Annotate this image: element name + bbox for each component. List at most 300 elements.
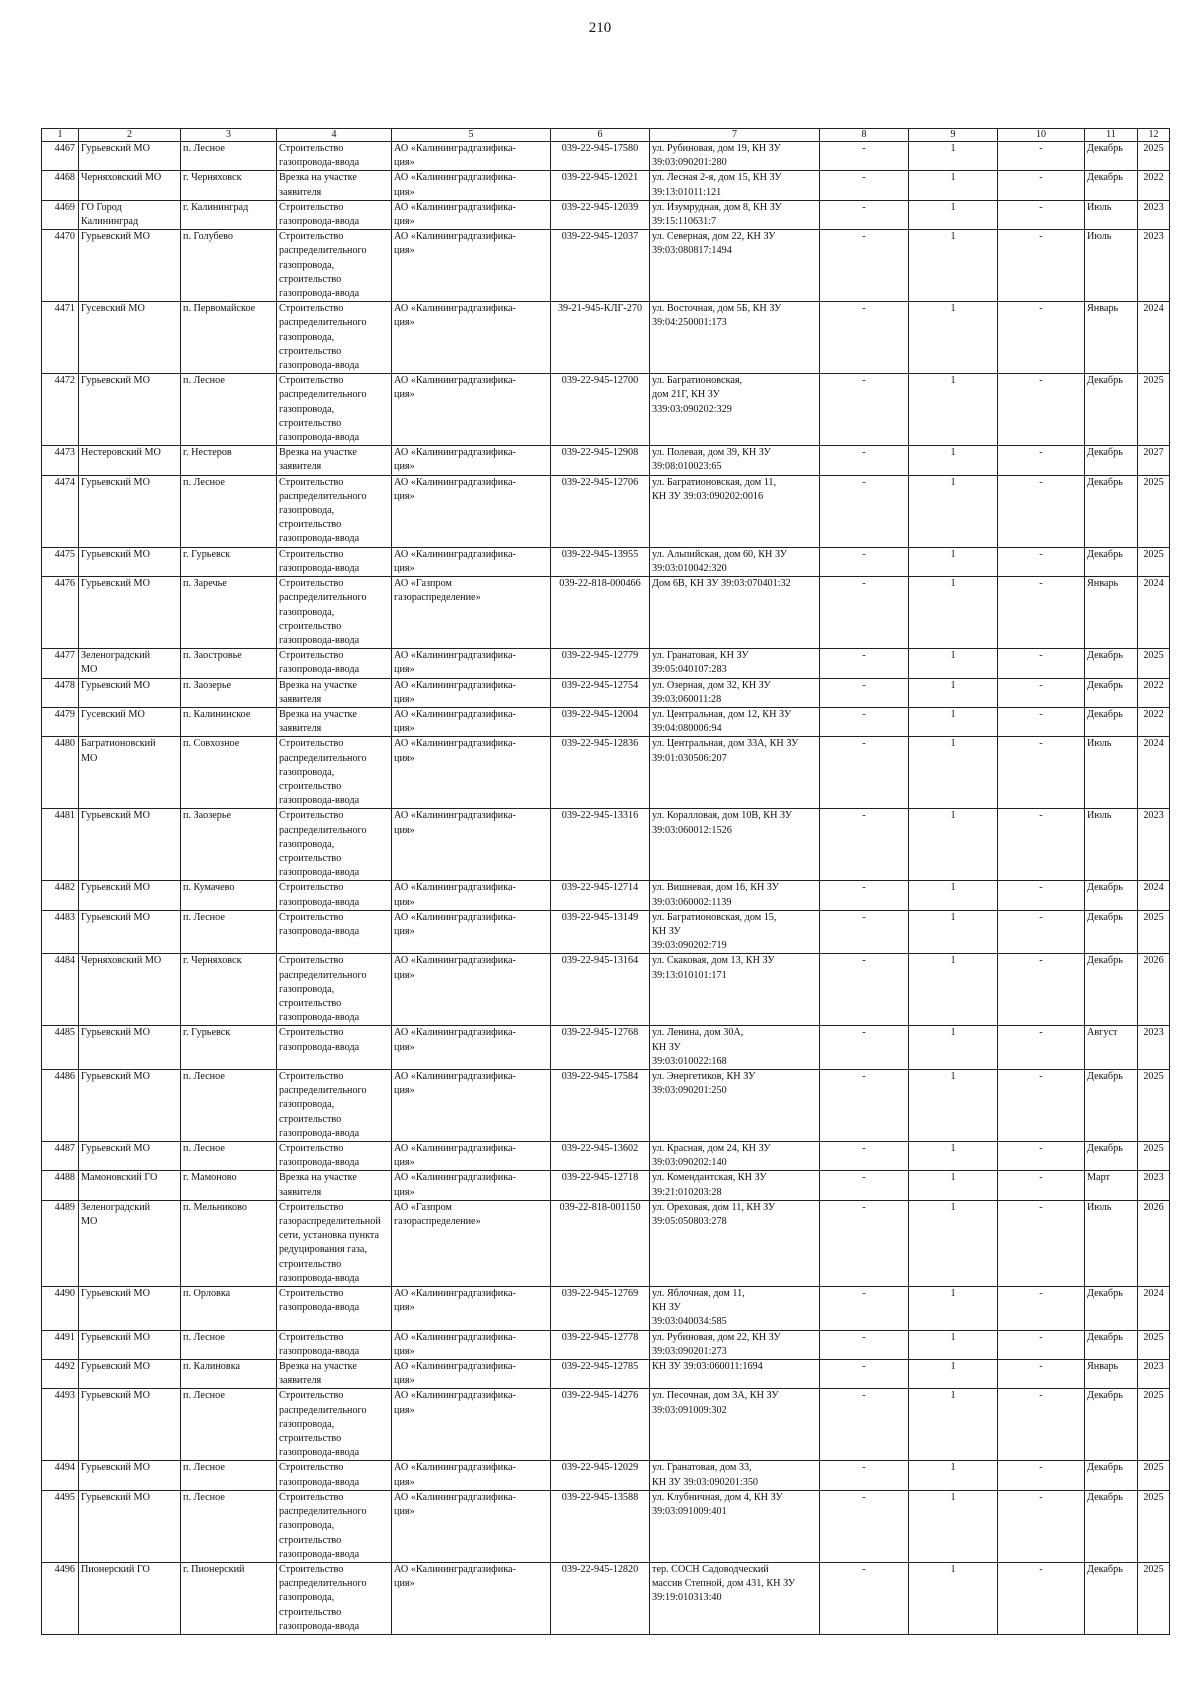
settlement-cell: [181, 1461, 277, 1490]
month-cell: [1085, 1070, 1138, 1142]
organization-cell-text: АО «Калининградгазифика- ция»: [394, 1390, 516, 1416]
organization-cell-text: АО «Калининградгазифика- ция»: [394, 1361, 516, 1387]
municipality-cell-text: Зеленоградский МО: [81, 650, 151, 676]
address-cell: [650, 1200, 820, 1286]
column-8-cell: [820, 547, 909, 576]
address-cell: [650, 1142, 820, 1171]
municipality-cell: [79, 475, 181, 547]
column-9-cell: [909, 577, 998, 649]
address-cell-text: ул. Альпийская, дом 60, КН ЗУ 39:03:010042:320: [652, 548, 788, 574]
municipality-cell: [79, 1070, 181, 1142]
year-cell-text: 2025: [1143, 1331, 1164, 1343]
column-9-cell: [909, 142, 998, 171]
row-number-cell-text: 4495: [54, 1491, 75, 1503]
month-cell-text: Декабрь: [1087, 1462, 1123, 1474]
municipality-cell: [79, 1461, 181, 1490]
municipality-cell-text: Нестеровский МО: [81, 447, 161, 459]
settlement-cell-text: г. Гурьевск: [183, 548, 231, 560]
gasification-table: [41, 128, 1170, 1635]
settlement-cell-text: г. Черняховск: [183, 955, 242, 967]
column-8-cell-text: -: [862, 375, 866, 387]
column-8-cell-text: -: [862, 548, 866, 560]
work-type-cell: [277, 1562, 392, 1634]
work-type-cell: [277, 547, 392, 576]
row-number-cell: [42, 1330, 79, 1359]
settlement-cell: [181, 230, 277, 302]
year-cell-text: 2025: [1143, 911, 1164, 923]
year-cell: [1138, 737, 1170, 809]
address-cell-text: ул. Гранатовая, дом 33, КН ЗУ 39:03:090201:350: [652, 1462, 759, 1488]
work-type-cell: [277, 881, 392, 910]
row-number-cell: [42, 1026, 79, 1070]
year-cell-text: 2023: [1143, 1172, 1164, 1184]
year-cell: [1138, 374, 1170, 446]
month-cell-text: Декабрь: [1087, 375, 1123, 387]
column-10-cell-text: -: [1039, 1143, 1043, 1155]
column-9-cell-text: 1: [950, 1027, 956, 1039]
municipality-cell: [79, 1360, 181, 1389]
column-header: 1: [42, 129, 79, 142]
column-9-cell-text: 1: [950, 810, 956, 822]
table-row: [42, 302, 1170, 374]
year-cell-text: 2024: [1143, 882, 1164, 894]
row-number-cell-text: 4492: [54, 1361, 75, 1373]
column-8-cell-text: -: [862, 476, 866, 488]
year-cell: [1138, 1490, 1170, 1562]
year-cell: [1138, 577, 1170, 649]
table-row: [42, 547, 1170, 576]
year-cell: [1138, 1026, 1170, 1070]
year-cell-text: 2025: [1143, 1390, 1164, 1402]
row-number-cell-text: 4472: [54, 375, 75, 387]
column-9-cell: [909, 881, 998, 910]
permit-code-cell-text: 039-22-945-12785: [561, 1361, 639, 1373]
municipality-cell-text: Гурьевский МО: [81, 1491, 150, 1503]
address-cell: [650, 1360, 820, 1389]
permit-code-cell: [551, 1142, 650, 1171]
column-9-cell: [909, 230, 998, 302]
settlement-cell: [181, 577, 277, 649]
settlement-cell-text: п. Заречье: [183, 578, 227, 590]
column-8-cell: [820, 446, 909, 475]
work-type-cell-text: Врезка на участке заявителя: [279, 708, 357, 735]
month-cell-text: Декабрь: [1087, 143, 1123, 154]
month-cell-text: Декабрь: [1087, 1288, 1123, 1300]
organization-cell: [392, 649, 551, 678]
address-cell: [650, 1026, 820, 1070]
permit-code-cell-text: 039-22-945-13588: [561, 1491, 639, 1503]
settlement-cell: [181, 1142, 277, 1171]
column-10-cell: [998, 881, 1085, 910]
work-type-cell: [277, 475, 392, 547]
column-8-cell-text: -: [862, 1071, 866, 1082]
month-cell: [1085, 446, 1138, 475]
row-number-cell-text: 4486: [54, 1071, 75, 1082]
column-header: 7: [650, 129, 820, 142]
work-type-cell-text: Врезка на участке заявителя: [279, 172, 357, 198]
address-cell-text: Дом 6В, КН ЗУ 39:03:070401:32: [652, 578, 791, 590]
year-cell-text: 2025: [1143, 1071, 1164, 1082]
year-cell-text: 2025: [1143, 143, 1164, 154]
address-cell-text: ул. Центральная, дом 12, КН ЗУ 39:04:080006:94: [652, 708, 792, 735]
address-cell: [650, 200, 820, 229]
year-cell: [1138, 707, 1170, 736]
settlement-cell: [181, 1389, 277, 1461]
address-cell: [650, 737, 820, 809]
row-number-cell-text: 4473: [54, 447, 75, 459]
table-row: [42, 1461, 1170, 1490]
row-number-cell: [42, 1461, 79, 1490]
year-cell-text: 2022: [1143, 708, 1164, 720]
year-cell-text: 2027: [1143, 447, 1164, 459]
work-type-cell-text: Строительство распределительного газопровода, строительство газопровода-ввода: [279, 1563, 367, 1632]
permit-code-cell: [551, 171, 650, 200]
settlement-cell: [181, 954, 277, 1026]
row-number-cell: [42, 954, 79, 1026]
column-8-cell-text: -: [862, 738, 866, 750]
column-9-cell: [909, 707, 998, 736]
column-10-cell: [998, 302, 1085, 374]
municipality-cell-text: Гурьевский МО: [81, 1331, 150, 1343]
column-8-cell-text: -: [862, 679, 866, 691]
settlement-cell-text: п. Лесное: [183, 1390, 225, 1402]
permit-code-cell: [551, 142, 650, 171]
organization-cell-text: АО «Калининградгазифика- ция»: [394, 738, 516, 764]
year-cell: [1138, 678, 1170, 707]
row-number-cell: [42, 547, 79, 576]
organization-cell: [392, 1070, 551, 1142]
organization-cell-text: АО «Калининградгазифика- ция»: [394, 650, 516, 676]
permit-code-cell-text: 039-22-945-13164: [561, 955, 639, 967]
settlement-cell-text: п. Первомайское: [183, 303, 256, 315]
settlement-cell-text: п. Лесное: [183, 375, 225, 387]
organization-cell-text: АО «Калининградгазифика- ция»: [394, 882, 516, 908]
row-number-cell-text: 4488: [54, 1172, 75, 1184]
municipality-cell-text: Багратионовский МО: [81, 738, 156, 764]
column-8-cell-text: -: [862, 1288, 866, 1300]
column-9-cell: [909, 1360, 998, 1389]
table-row: [42, 374, 1170, 446]
permit-code-cell: [551, 200, 650, 229]
column-9-cell-text: 1: [950, 911, 956, 923]
organization-cell-text: АО «Калининградгазифика- ция»: [394, 1288, 516, 1314]
settlement-cell: [181, 1490, 277, 1562]
address-cell-text: ул. Гранатовая, КН ЗУ 39:05:040107:283: [652, 650, 749, 676]
column-8-cell: [820, 171, 909, 200]
column-10-cell: [998, 171, 1085, 200]
column-8-cell-text: -: [862, 143, 866, 154]
column-9-cell-text: 1: [950, 201, 956, 213]
month-cell: [1085, 1562, 1138, 1634]
municipality-cell: [79, 200, 181, 229]
month-cell-text: Декабрь: [1087, 1143, 1123, 1155]
column-header: 6: [551, 129, 650, 142]
year-cell: [1138, 1171, 1170, 1200]
organization-cell: [392, 1461, 551, 1490]
year-cell-text: 2023: [1143, 231, 1164, 243]
column-9-cell-text: 1: [950, 476, 956, 488]
column-10-cell-text: -: [1039, 679, 1043, 691]
column-8-cell-text: -: [862, 882, 866, 894]
table-row: [42, 1330, 1170, 1359]
year-cell: [1138, 1330, 1170, 1359]
column-8-cell-text: -: [862, 172, 866, 184]
work-type-cell-text: Строительство газопровода-ввода: [279, 1331, 360, 1357]
work-type-cell-text: Строительство газопровода-ввода: [279, 201, 360, 228]
column-9-cell-text: 1: [950, 1201, 956, 1213]
column-9-cell-text: 1: [950, 650, 956, 662]
gasification-table-container: [41, 128, 1169, 1635]
municipality-cell: [79, 809, 181, 881]
settlement-cell-text: п. Лесное: [183, 1071, 225, 1082]
column-8-cell-text: -: [862, 1027, 866, 1039]
permit-code-cell: [551, 954, 650, 1026]
work-type-cell: [277, 1070, 392, 1142]
permit-code-cell-text: 039-22-818-000466: [559, 578, 641, 590]
organization-cell: [392, 1142, 551, 1171]
organization-cell: [392, 1360, 551, 1389]
address-cell: [650, 910, 820, 954]
permit-code-cell: [551, 707, 650, 736]
row-number-cell: [42, 881, 79, 910]
organization-cell: [392, 230, 551, 302]
permit-code-cell: [551, 1070, 650, 1142]
municipality-cell: [79, 1490, 181, 1562]
row-number-cell: [42, 577, 79, 649]
work-type-cell-text: Строительство распределительного газопровода, строительство газопровода-ввода: [279, 231, 367, 300]
settlement-cell: [181, 1330, 277, 1359]
row-number-cell-text: 4475: [54, 548, 75, 560]
month-cell: [1085, 649, 1138, 678]
organization-cell: [392, 910, 551, 954]
settlement-cell-text: п. Заозерье: [183, 810, 232, 822]
header-row: [42, 129, 1170, 142]
column-9-cell-text: 1: [950, 143, 956, 154]
address-cell: [650, 1490, 820, 1562]
row-number-cell-text: 4468: [54, 172, 75, 184]
table-row: [42, 737, 1170, 809]
column-9-cell-text: 1: [950, 1143, 956, 1155]
work-type-cell-text: Строительство газопровода-ввода: [279, 911, 360, 937]
organization-cell: [392, 374, 551, 446]
column-9-cell-text: 1: [950, 172, 956, 184]
table-row: [42, 809, 1170, 881]
column-10-cell-text: -: [1039, 1331, 1043, 1343]
year-cell-text: 2022: [1143, 679, 1164, 691]
permit-code-cell: [551, 1200, 650, 1286]
permit-code-cell: [551, 1171, 650, 1200]
address-cell: [650, 475, 820, 547]
municipality-cell-text: Гурьевский МО: [81, 1143, 150, 1155]
column-8-cell-text: -: [862, 1491, 866, 1503]
table-body: [42, 142, 1170, 1635]
organization-cell-text: АО «Калининградгазифика- ция»: [394, 1563, 516, 1590]
column-10-cell-text: -: [1039, 1462, 1043, 1474]
permit-code-cell: [551, 1389, 650, 1461]
year-cell: [1138, 171, 1170, 200]
row-number-cell: [42, 809, 79, 881]
column-10-cell: [998, 475, 1085, 547]
row-number-cell-text: 4476: [54, 578, 75, 590]
municipality-cell: [79, 1026, 181, 1070]
page-number: 210: [588, 20, 612, 36]
column-9-cell-text: 1: [950, 708, 956, 720]
column-9-cell: [909, 1026, 998, 1070]
address-cell: [650, 649, 820, 678]
address-cell-text: ул. Коралловая, дом 10В, КН ЗУ 39:03:060012:1526: [652, 810, 793, 836]
row-number-cell: [42, 171, 79, 200]
column-9-cell: [909, 475, 998, 547]
organization-cell: [392, 1171, 551, 1200]
year-cell-text: 2025: [1143, 476, 1164, 488]
column-10-cell-text: -: [1039, 476, 1043, 488]
settlement-cell: [181, 475, 277, 547]
month-cell-text: Март: [1087, 1172, 1110, 1184]
organization-cell-text: АО «Калининградгазифика- ция»: [394, 1172, 516, 1198]
address-cell: [650, 577, 820, 649]
work-type-cell: [277, 1200, 392, 1286]
municipality-cell-text: Гурьевский МО: [81, 1288, 150, 1300]
month-cell: [1085, 809, 1138, 881]
column-8-cell: [820, 707, 909, 736]
column-10-cell-text: -: [1039, 1172, 1043, 1184]
address-cell: [650, 1070, 820, 1142]
column-9-cell: [909, 678, 998, 707]
column-header: 3: [181, 129, 277, 142]
column-9-cell: [909, 446, 998, 475]
permit-code-cell: [551, 1360, 650, 1389]
row-number-cell-text: 4487: [54, 1143, 75, 1155]
column-header: 8: [820, 129, 909, 142]
organization-cell: [392, 171, 551, 200]
column-9-cell-text: 1: [950, 1491, 956, 1503]
year-cell-text: 2025: [1143, 1563, 1164, 1575]
year-cell: [1138, 881, 1170, 910]
work-type-cell: [277, 1461, 392, 1490]
row-number-cell: [42, 1142, 79, 1171]
column-10-cell: [998, 1389, 1085, 1461]
table-row: [42, 1200, 1170, 1286]
row-number-cell-text: 4469: [54, 201, 75, 213]
permit-code-cell-text: 039-22-945-12004: [561, 708, 639, 720]
column-8-cell: [820, 1461, 909, 1490]
column-9-cell-text: 1: [950, 375, 956, 387]
settlement-cell-text: г. Нестеров: [183, 447, 232, 459]
column-9-cell: [909, 649, 998, 678]
municipality-cell: [79, 230, 181, 302]
column-9-cell: [909, 1171, 998, 1200]
municipality-cell: [79, 1200, 181, 1286]
column-9-cell: [909, 1461, 998, 1490]
address-cell: [650, 171, 820, 200]
table-row: [42, 1287, 1170, 1331]
row-number-cell-text: 4493: [54, 1390, 75, 1402]
organization-cell: [392, 1389, 551, 1461]
address-cell-text: ул. Багратионовская, дом 11, КН ЗУ 39:03:090202:0016: [652, 476, 777, 502]
row-number-cell: [42, 302, 79, 374]
table-row: [42, 910, 1170, 954]
month-cell: [1085, 1360, 1138, 1389]
organization-cell-text: АО «Калининградгазифика- ция»: [394, 1071, 516, 1097]
month-cell: [1085, 547, 1138, 576]
permit-code-cell: [551, 302, 650, 374]
work-type-cell-text: Строительство газопровода-ввода: [279, 1027, 360, 1053]
address-cell-text: ул. Красная, дом 24, КН ЗУ 39:03:090202:140: [652, 1143, 771, 1169]
row-number-cell: [42, 1562, 79, 1634]
municipality-cell: [79, 1171, 181, 1200]
month-cell: [1085, 1490, 1138, 1562]
month-cell-text: Декабрь: [1087, 882, 1123, 894]
permit-code-cell-text: 039-22-945-13316: [561, 810, 639, 822]
row-number-cell-text: 4480: [54, 738, 75, 750]
table-row: [42, 707, 1170, 736]
row-number-cell: [42, 446, 79, 475]
permit-code-cell: [551, 678, 650, 707]
permit-code-cell: [551, 1490, 650, 1562]
municipality-cell-text: Черняховский МО: [81, 955, 162, 967]
year-cell: [1138, 809, 1170, 881]
permit-code-cell: [551, 1330, 650, 1359]
table-row: [42, 1142, 1170, 1171]
column-8-cell: [820, 1142, 909, 1171]
settlement-cell: [181, 707, 277, 736]
municipality-cell: [79, 649, 181, 678]
month-cell-text: Июль: [1087, 231, 1112, 243]
month-cell-text: Декабрь: [1087, 708, 1123, 720]
work-type-cell-text: Строительство распределительного газопровода, строительство газопровода-ввода: [279, 1071, 367, 1139]
row-number-cell: [42, 142, 79, 171]
permit-code-cell: [551, 1562, 650, 1634]
column-8-cell: [820, 737, 909, 809]
year-cell: [1138, 649, 1170, 678]
month-cell-text: Декабрь: [1087, 679, 1123, 691]
row-number-cell-text: 4479: [54, 708, 75, 720]
month-cell-text: Июль: [1087, 1201, 1112, 1213]
row-number-cell: [42, 200, 79, 229]
column-9-cell-text: 1: [950, 882, 956, 894]
organization-cell-text: АО «Калининградгазифика- ция»: [394, 201, 516, 228]
municipality-cell-text: Гурьевский МО: [81, 882, 150, 894]
permit-code-cell-text: 039-22-945-12820: [561, 1563, 639, 1575]
municipality-cell-text: Гурьевский МО: [81, 1361, 150, 1373]
month-cell-text: Декабрь: [1087, 447, 1123, 459]
column-8-cell-text: -: [862, 1361, 866, 1373]
month-cell-text: Декабрь: [1087, 650, 1123, 662]
month-cell-text: Июль: [1087, 810, 1112, 822]
work-type-cell: [277, 230, 392, 302]
work-type-cell: [277, 374, 392, 446]
month-cell: [1085, 1171, 1138, 1200]
row-number-cell-text: 4485: [54, 1027, 75, 1039]
address-cell-text: ул. Энергетиков, КН ЗУ 39:03:090201:250: [652, 1071, 756, 1097]
municipality-cell-text: Гурьевский МО: [81, 1071, 150, 1082]
permit-code-cell: [551, 446, 650, 475]
column-header: 12: [1138, 129, 1170, 142]
settlement-cell: [181, 1200, 277, 1286]
column-10-cell-text: -: [1039, 955, 1043, 967]
column-9-cell: [909, 1070, 998, 1142]
column-10-cell-text: -: [1039, 1563, 1043, 1575]
address-cell-text: ул. Песочная, дом 3А, КН ЗУ 39:03:091009:302: [652, 1390, 779, 1416]
month-cell-text: Декабрь: [1087, 548, 1123, 560]
work-type-cell: [277, 1389, 392, 1461]
year-cell: [1138, 1070, 1170, 1142]
municipality-cell: [79, 547, 181, 576]
column-9-cell: [909, 547, 998, 576]
column-8-cell-text: -: [862, 955, 866, 967]
column-9-cell: [909, 1562, 998, 1634]
column-10-cell-text: -: [1039, 1491, 1043, 1503]
